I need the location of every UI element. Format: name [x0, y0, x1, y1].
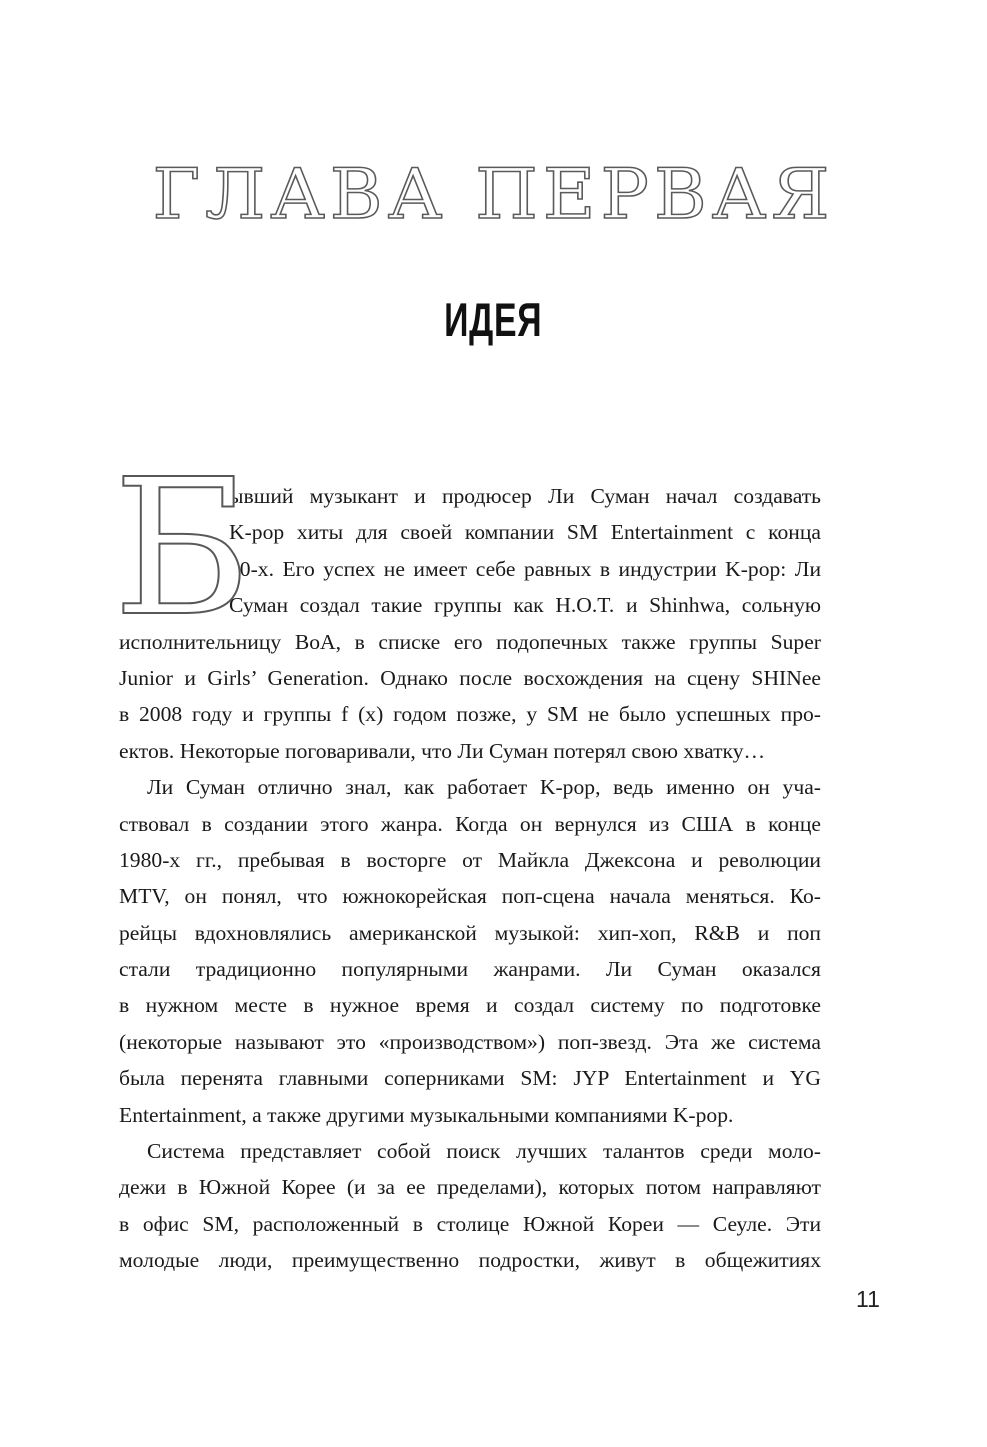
text-line: Junior и Girls’ Generation. Однако после восхождения на сцену SHINee	[119, 665, 821, 690]
text-line: в офис SM, расположенный в столице Южной Кореи — Сеуле. Эти	[119, 1211, 821, 1236]
text-line: Суман создал такие группы как H.O.T. и Shinhwa, сольную	[229, 593, 821, 618]
text-line: молодые люди, преимущественно подростки, живут в общежитиях	[119, 1248, 821, 1273]
page-number: 11	[856, 1286, 880, 1312]
drop-cap: Б	[113, 439, 252, 658]
text-line: рейцы вдохновлялись американской музыкой: хип-хоп, R&B и поп	[119, 920, 821, 945]
text-line: ствовал в создании этого жанра. Когда он вернулся из США в конце	[119, 811, 821, 836]
text-line: ектов. Некоторые поговаривали, что Ли Суман потерял свою хватку…	[119, 738, 766, 763]
text-line: в 2008 году и группы f (x) годом позже, у SM не было успешных про-	[119, 702, 821, 727]
chapter-title	[0, 292, 987, 347]
text-line: MTV, он понял, что южнокорейская поп-сцена начала меняться. Ко-	[119, 884, 821, 909]
text-line: стали традиционно популярными жанрами. Ли Суман оказался	[119, 957, 821, 982]
text-line: K-pop хиты для своей компании SM Entertainment с конца	[229, 520, 821, 545]
text-line: Система представляет собой поиск лучших талантов среди моло-	[147, 1139, 821, 1164]
text-line: исполнительницу BoA, в списке его подопечных также группы Super	[119, 629, 821, 654]
chapter-title-text: ИДЕЯ	[444, 293, 543, 346]
text-line: (некоторые называют это «производством») поп-звезд. Эта же система	[119, 1029, 821, 1054]
text-line: 90-х. Его успех не имеет себе равных в индустрии K-pop: Ли	[229, 556, 821, 581]
text-line: ывший музыкант и продюсер Ли Суман начал создавать	[229, 484, 821, 508]
text-line: 1980-х гг., пребывая в восторге от Майкла Джексона и революции	[119, 847, 821, 872]
text-line: была перенята главными соперниками SM: JYP Entertainment и YG	[119, 1066, 821, 1091]
text-line: Ли Суман отлично знал, как работает K-pop, ведь именно он уча-	[147, 775, 821, 800]
text-line: Entertainment, а также другими музыкальными компаниями K-pop.	[119, 1102, 734, 1127]
body-text	[113, 439, 821, 1279]
text-line: в нужном месте в нужное время и создал систему по подготовке	[119, 993, 821, 1018]
chapter-label: ГЛАВА ПЕРВАЯ	[152, 153, 835, 235]
text-line: дежи в Южной Корее (и за ее пределами), которых потом направляют	[119, 1175, 821, 1200]
